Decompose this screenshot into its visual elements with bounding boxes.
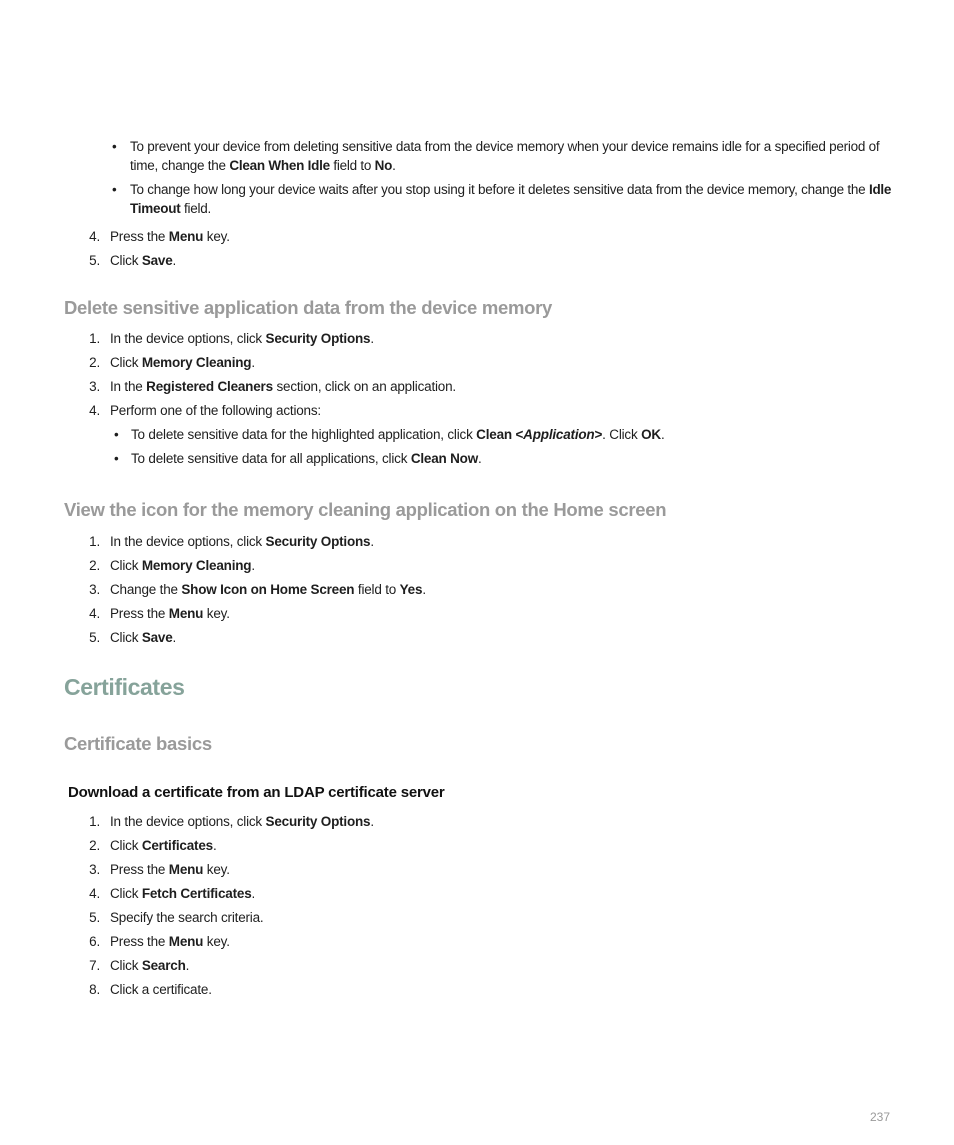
list-item: • To delete sensitive data for all applications, click Clean Now.: [110, 447, 900, 471]
intro-bullet-list: [112, 137, 902, 223]
bullet-marker: •: [114, 427, 119, 442]
step-item: 5. Click Save.: [89, 253, 177, 268]
step-item: 4. Perform one of the following actions: • To delete sensitive data for the highlighted application, click Clean <Application>. Click OK. • To delete sensitive data for all applications, click Clean Now.: [80, 399, 900, 471]
step-item: 8. Click a certificate.: [89, 982, 212, 997]
certificate-step-list: [80, 810, 900, 1002]
bullet-marker: •: [112, 139, 117, 154]
step-item: 1. In the device options, click Security Options.: [89, 534, 374, 549]
list-item: • To delete sensitive data for the highlighted application, click Clean <Application>. Click OK.: [110, 423, 900, 447]
intro-step-list: [80, 225, 900, 273]
bullet-marker: •: [112, 182, 117, 197]
step-item: 2. Click Memory Cleaning.: [89, 558, 255, 573]
action-bullet-list: [110, 423, 900, 471]
step-item: 6. Press the Menu key.: [89, 934, 230, 949]
list-item: • To change how long your device waits after you stop using it before it deletes sensitive data from the device memory, change the Idle Timeout field.: [112, 182, 892, 216]
section-heading-view-icon: View the icon for the memory cleaning application on the Home screen: [64, 499, 667, 520]
step-item: 7. Click Search.: [89, 958, 190, 973]
step-item: 3. Press the Menu key.: [89, 862, 230, 877]
task-heading: Download a certificate from an LDAP certificate server: [68, 784, 445, 801]
step-item: 2. Click Certificates.: [89, 838, 217, 853]
step-item: 5. Click Save.: [89, 630, 177, 645]
step-item: 3. In the Registered Cleaners section, click on an application.: [89, 379, 456, 394]
bullet-marker: •: [114, 451, 119, 466]
section-heading-certificate-basics: Certificate basics: [64, 733, 212, 754]
step-item: 2. Click Memory Cleaning.: [89, 355, 255, 370]
section-heading-delete: Delete sensitive application data from the device memory: [64, 297, 553, 318]
step-item: 1. In the device options, click Security Options.: [89, 814, 374, 829]
chapter-title: Certificates: [64, 674, 185, 700]
page-number: 237: [869, 1110, 890, 1124]
list-item: • To prevent your device from deleting sensitive data from the device memory when your device remains idle for a specified period of time, change the Clean When Idle field to No.: [112, 139, 880, 173]
step-item: 1. In the device options, click Security Options.: [89, 331, 374, 346]
step-item: 5. Specify the search criteria.: [89, 910, 264, 925]
step-item: 4. Press the Menu key.: [89, 606, 230, 621]
delete-step-list: [80, 327, 900, 471]
step-item: 3. Change the Show Icon on Home Screen field to Yes.: [89, 582, 426, 597]
step-item: 4. Press the Menu key.: [89, 229, 230, 244]
step-item: 4. Click Fetch Certificates.: [89, 886, 256, 901]
icon-step-list: [80, 530, 900, 650]
